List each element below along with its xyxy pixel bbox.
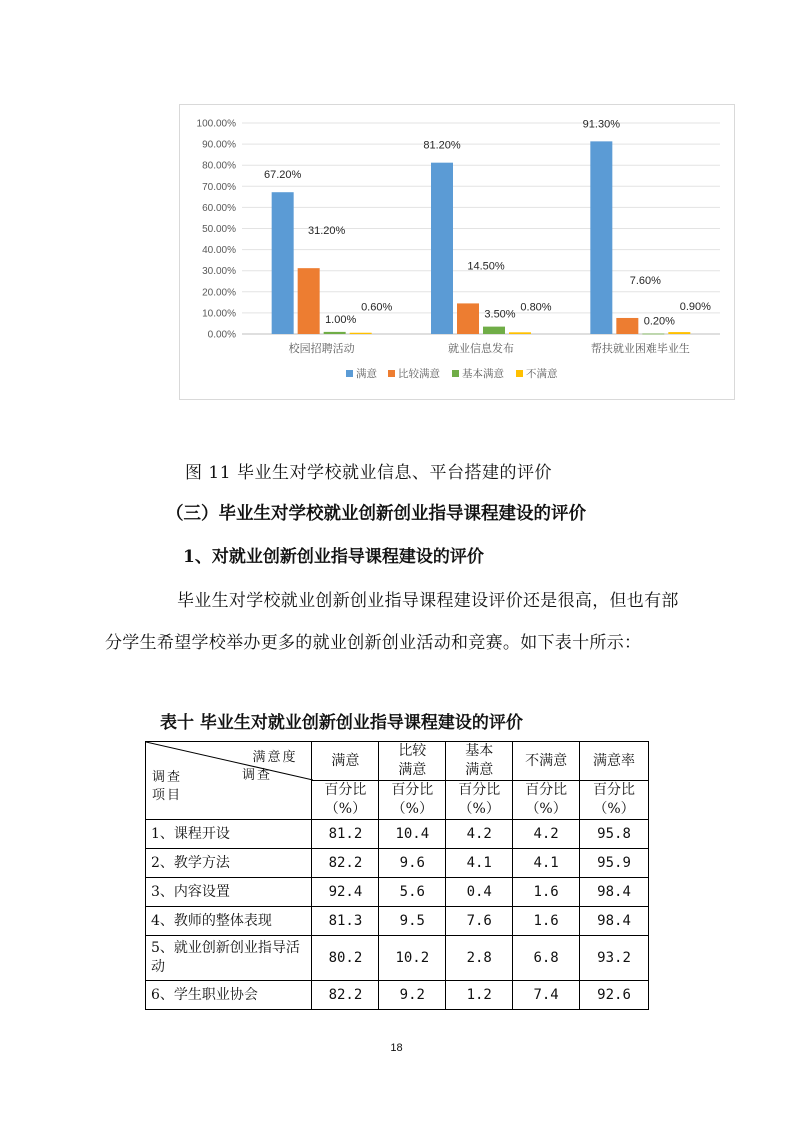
table-row xyxy=(146,907,649,936)
row-value: 10.2 xyxy=(379,936,446,981)
data-label: 67.20% xyxy=(264,169,302,182)
legend-label: 基本满意 xyxy=(462,368,504,380)
row-item: 4、教师的整体表现 xyxy=(146,907,312,936)
row-item: 5、就业创新创业指导活动 xyxy=(146,936,312,981)
row-value: 7.4 xyxy=(513,981,580,1010)
legend-label: 比较满意 xyxy=(398,368,440,380)
row-value: 9.2 xyxy=(379,981,446,1010)
chart-svg xyxy=(180,105,734,399)
row-value: 82.2 xyxy=(312,849,379,878)
table-title: 表十 毕业生对就业创新创业指导课程建设的评价 xyxy=(160,713,523,733)
y-tick-label: 0.00% xyxy=(207,329,236,341)
row-value: 4.2 xyxy=(446,820,513,849)
section-heading: （三）毕业生对学校就业创新创业指导课程建设的评价 xyxy=(166,504,586,524)
header-cell: 基本 满意 xyxy=(446,742,513,781)
y-tick-label: 40.00% xyxy=(202,245,236,257)
row-value: 9.5 xyxy=(379,907,446,936)
row-value: 7.6 xyxy=(446,907,513,936)
bar xyxy=(668,332,690,334)
row-value: 10.4 xyxy=(379,820,446,849)
y-tick-label: 10.00% xyxy=(202,308,236,320)
data-label: 0.60% xyxy=(361,301,393,314)
legend-swatch xyxy=(346,370,353,377)
row-item: 1、课程开设 xyxy=(146,820,312,849)
corner-label-survey: 调查 xyxy=(242,768,273,783)
bar xyxy=(272,192,294,334)
header-cell: 满意 xyxy=(312,742,379,781)
data-label: 0.80% xyxy=(520,301,552,314)
bar-chart xyxy=(179,104,735,400)
y-tick-label: 50.00% xyxy=(202,224,236,235)
data-label: 31.20% xyxy=(308,225,346,238)
table-row xyxy=(146,936,649,981)
row-value: 95.9 xyxy=(580,849,649,878)
bar xyxy=(642,334,664,335)
data-label: 7.60% xyxy=(629,274,661,287)
row-value: 92.6 xyxy=(580,981,649,1010)
row-value: 82.2 xyxy=(312,981,379,1010)
row-item: 3、内容设置 xyxy=(146,878,312,907)
row-value: 98.4 xyxy=(580,907,649,936)
bar xyxy=(431,163,453,334)
legend-label: 满意 xyxy=(356,368,377,380)
unit-cell: 百分比 （%） xyxy=(580,781,649,820)
y-tick-label: 70.00% xyxy=(202,181,236,193)
legend-label: 不满意 xyxy=(526,368,558,380)
data-label: 14.50% xyxy=(467,260,505,273)
row-value: 95.8 xyxy=(580,820,649,849)
legend-swatch xyxy=(516,370,523,377)
row-value: 81.3 xyxy=(312,907,379,936)
data-label: 0.90% xyxy=(679,301,711,314)
table-header-row xyxy=(146,742,649,781)
data-label: 91.30% xyxy=(582,118,620,131)
unit-cell: 百分比 （%） xyxy=(446,781,513,820)
y-tick-label: 80.00% xyxy=(202,160,236,172)
header-cell: 满意率 xyxy=(580,742,649,781)
row-value: 1.2 xyxy=(446,981,513,1010)
row-value: 4.2 xyxy=(513,820,580,849)
data-label: 1.00% xyxy=(325,313,357,326)
row-value: 80.2 xyxy=(312,936,379,981)
unit-cell: 百分比 （%） xyxy=(379,781,446,820)
row-value: 6.8 xyxy=(513,936,580,981)
table-row xyxy=(146,849,649,878)
bar xyxy=(483,327,505,334)
bar xyxy=(616,318,638,334)
corner-label-survey-left: 调查 xyxy=(152,770,183,785)
row-value: 5.6 xyxy=(379,878,446,907)
row-value: 9.6 xyxy=(379,849,446,878)
figure-caption: 图 11 毕业生对学校就业信息、平台搭建的评价 xyxy=(185,463,552,483)
corner-label-satisfaction: 满意度 xyxy=(252,750,298,765)
header-cell: 不满意 xyxy=(513,742,580,781)
row-value: 0.4 xyxy=(446,878,513,907)
x-tick-label: 就业信息发布 xyxy=(448,342,514,355)
page-number: 18 xyxy=(390,1042,403,1054)
table-row xyxy=(146,981,649,1010)
sub-heading: 1、对就业创新创业指导课程建设的评价 xyxy=(183,547,484,567)
table-corner-cell xyxy=(146,742,312,820)
y-tick-label: 30.00% xyxy=(202,266,236,278)
legend-swatch xyxy=(452,370,459,377)
bar xyxy=(457,303,479,334)
bar xyxy=(590,141,612,334)
data-label: 0.20% xyxy=(643,315,675,328)
table-row xyxy=(146,878,649,907)
data-label: 81.20% xyxy=(423,139,461,152)
y-tick-label: 100.00% xyxy=(196,118,236,130)
row-value: 98.4 xyxy=(580,878,649,907)
corner-label-item: 项目 xyxy=(152,788,183,803)
bar xyxy=(324,332,346,334)
x-tick-label: 帮扶就业困难毕业生 xyxy=(590,342,690,355)
row-value: 93.2 xyxy=(580,936,649,981)
header-cell: 比较 满意 xyxy=(379,742,446,781)
row-value: 1.6 xyxy=(513,878,580,907)
y-tick-label: 20.00% xyxy=(202,287,236,299)
x-tick-label: 校园招聘活动 xyxy=(288,342,355,355)
row-value: 1.6 xyxy=(513,907,580,936)
unit-cell: 百分比 （%） xyxy=(513,781,580,820)
row-value: 2.8 xyxy=(446,936,513,981)
bar xyxy=(350,333,372,334)
y-tick-label: 90.00% xyxy=(202,139,236,151)
row-item: 6、学生职业协会 xyxy=(146,981,312,1010)
y-tick-label: 60.00% xyxy=(202,202,236,214)
data-label: 3.50% xyxy=(484,308,516,321)
row-value: 81.2 xyxy=(312,820,379,849)
unit-cell: 百分比 （%） xyxy=(312,781,379,820)
evaluation-table xyxy=(145,741,649,1010)
row-value: 4.1 xyxy=(446,849,513,878)
body-paragraph: 毕业生对学校就业创新创业指导课程建设评价还是很高，但也有部分学生希望学校举办更多的就业创新创业活动和竞赛。如下表十所示： xyxy=(105,591,679,653)
row-value: 92.4 xyxy=(312,878,379,907)
table-row xyxy=(146,820,649,849)
legend-swatch xyxy=(388,370,395,377)
row-item: 2、教学方法 xyxy=(146,849,312,878)
bar xyxy=(509,332,531,334)
row-value: 4.1 xyxy=(513,849,580,878)
bar xyxy=(298,268,320,334)
